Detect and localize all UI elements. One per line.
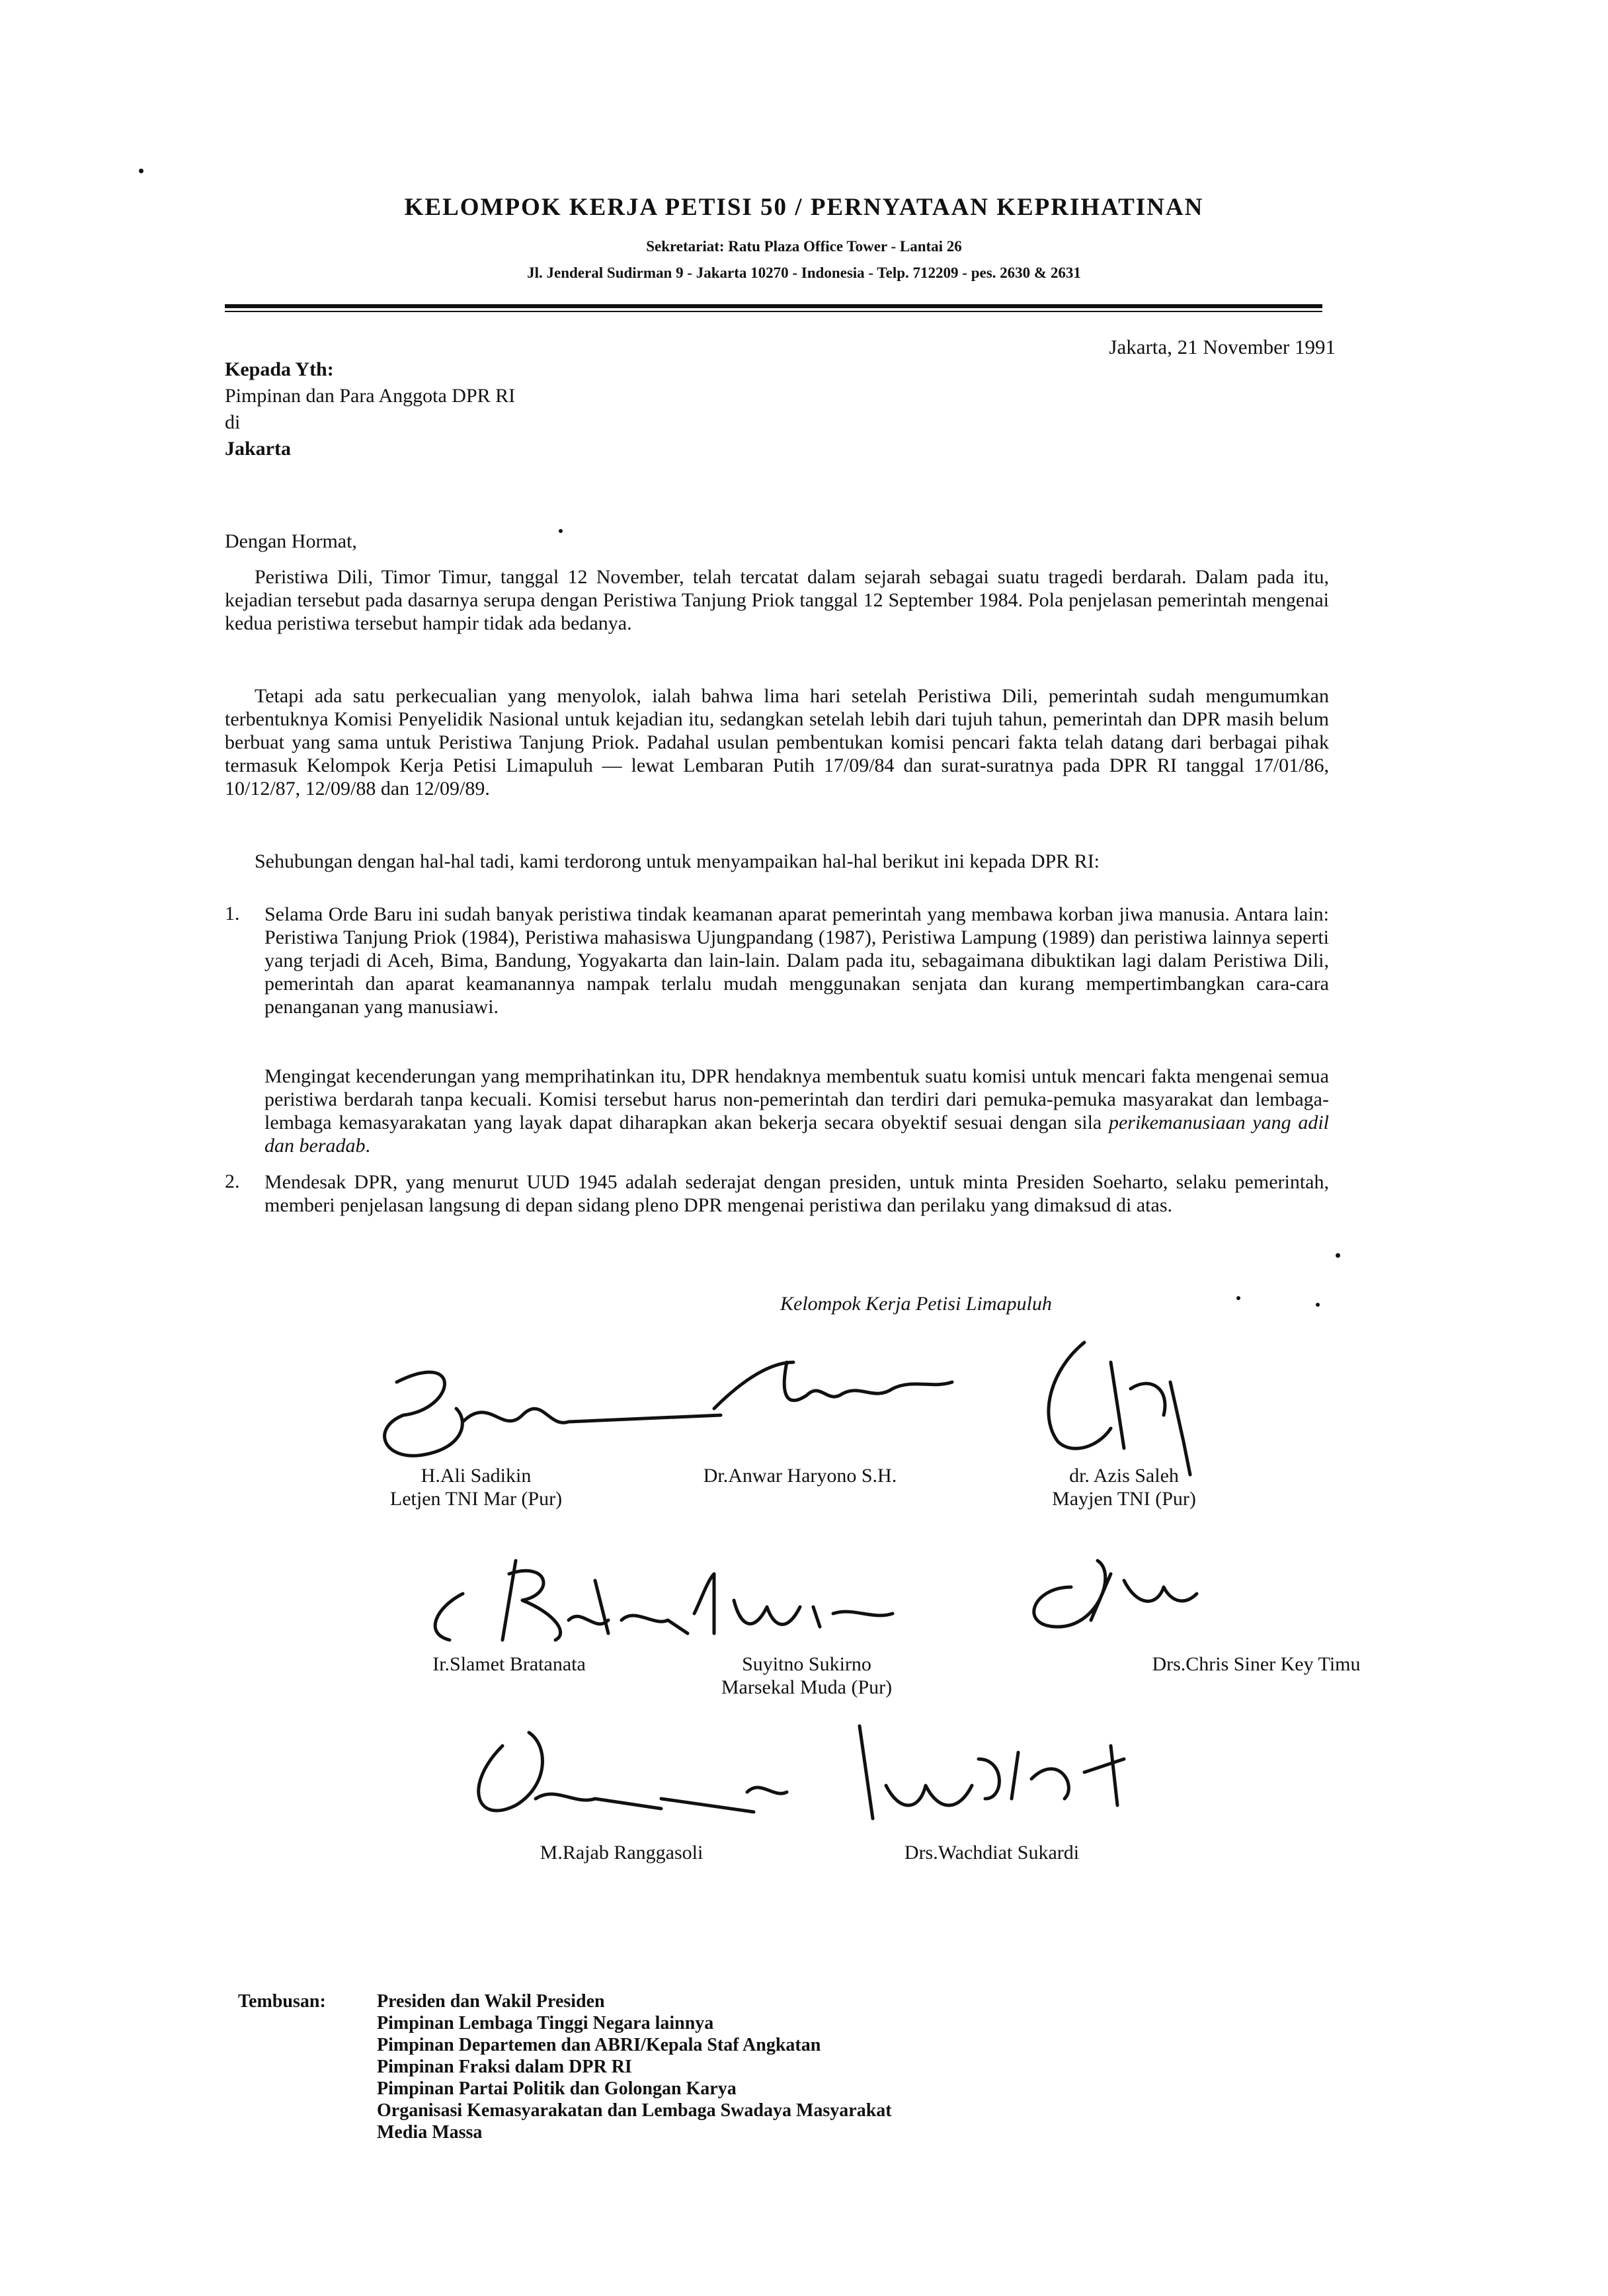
scan-speck — [559, 529, 563, 533]
point-1-continuation-italic: perikemanusiaan yang adil dan beradab — [264, 1112, 1329, 1157]
cc-item-4: Pimpinan Fraksi dalam DPR RI — [377, 2057, 632, 2077]
letterhead-title: KELOMPOK KERJA PETISI 50 / PERNYATAAN KEPRIHATINAN — [404, 194, 1204, 221]
signature-wachdiat-sukardi — [860, 1726, 1124, 1819]
signature-slamet-bratanata — [435, 1561, 688, 1640]
signature-ali-sadikin — [385, 1372, 721, 1456]
cc-label: Tembusan: — [238, 1991, 326, 2012]
cc-item-3: Pimpinan Departemen dan ABRI/Kepala Staf Angkatan — [377, 2035, 821, 2055]
cc-item-6: Organisasi Kemasyarakatan dan Lembaga Swadaya Masyarakat — [377, 2100, 892, 2121]
scan-speck — [1336, 1253, 1340, 1258]
paragraph-1: Peristiwa Dili, Timor Timur, tanggal 12 November, telah tercatat dalam sejarah sebagai suatu tragedi berdarah. Dalam pada itu, kejadian tersebut pada dasarnya serupa dengan Peristiwa Tanjung Priok tanggal 12 September 1984. Pola penjelasan pemerintah mengenai kedua peristiwa tersebut hampir tidak ada bedanya. — [225, 566, 1329, 634]
salutation: Dengan Hormat, — [225, 530, 357, 552]
letter-date: Jakarta, 21 November 1991 — [1109, 335, 1336, 358]
point-1-number: 1. — [225, 903, 240, 924]
closing-group-name: Kelompok Kerja Petisi Limapuluh — [780, 1293, 1052, 1315]
letterhead-secretariat: Sekretariat: Ratu Plaza Office Tower - Lantai 26 — [646, 238, 962, 255]
scan-speck — [139, 169, 143, 173]
signatory-1-name: H.Ali Sadikin — [421, 1465, 532, 1487]
signature-suyitno-sukirno — [694, 1574, 893, 1633]
signatory-4-name: Ir.Slamet Bratanata — [432, 1653, 586, 1675]
signature-azis-saleh — [1049, 1342, 1190, 1475]
recipient-di: di — [225, 411, 241, 433]
cc-item-7: Media Massa — [377, 2122, 483, 2143]
scan-speck — [1316, 1303, 1320, 1307]
cc-item-2: Pimpinan Lembaga Tinggi Negara lainnya — [377, 2013, 714, 2033]
cc-item-1: Presiden dan Wakil Presiden — [377, 1991, 605, 2012]
scan-speck — [1236, 1296, 1240, 1300]
paragraph-2: Tetapi ada satu perkecualian yang menyolok, ialah bahwa lima hari setelah Peristiwa Dili, pemerintah sudah mengumumkan terbentuknya Komisi Penyelidik Nasional untuk kejadian itu, sedangkan setelah lebih dari tujuh tahun, pemerintah dan DPR masih belum berbuat yang sama untuk Peristiwa Tanjung Priok. Padahal usulan pembentukan komisi pencari fakta telah datang dari berbagai pihak termasuk Kelompok Kerja Petisi Limapuluh — lewat Lembaran Putih 17/09/84 dan surat-suratnya pada DPR RI tanggal 17/01/86, 10/12/87, 12/09/88 dan 12/09/89. — [225, 685, 1329, 800]
signatory-6-name: Drs.Chris Siner Key Timu — [1152, 1653, 1361, 1675]
point-1-continuation-plain: Mengingat kecenderungan yang memprihatinkan itu, DPR hendaknya membentuk suatu komisi untuk mencari fakta mengenai semua peristiwa berdarah tanpa kecuali. Komisi tersebut harus non-pemerintah dan terdiri dari pemuka-pemuka masyarakat dan lembaga-lembaga kemasyarakatan yang layak dapat diharapkan akan bekerja secara obyektif sesuai dengan sila — [264, 1065, 1329, 1133]
signature-anwar-haryono — [714, 1362, 952, 1409]
recipient-greeting: Kepada Yth: — [225, 358, 334, 380]
signatory-8-name: Drs.Wachdiat Sukardi — [904, 1842, 1080, 1864]
point-1-continuation-end: . — [365, 1135, 370, 1157]
signatory-7-name: M.Rajab Ranggasoli — [540, 1842, 704, 1864]
signatory-2-name: Dr.Anwar Haryono S.H. — [703, 1465, 897, 1487]
point-2-text: Mendesak DPR, yang menurut UUD 1945 adalah sederajat dengan presiden, untuk minta Presiden Soeharto, selaku pemerintah, memberi penjelasan langsung di depan sidang pleno DPR mengenai peristiwa dan perilaku yang dimaksud di atas. — [264, 1171, 1329, 1216]
letterhead-address: Jl. Jenderal Sudirman 9 - Jakarta 10270 - Indonesia - Telp. 712209 - pes. 2630 & 2631 — [527, 265, 1081, 281]
signatory-5-title: Marsekal Muda (Pur) — [721, 1676, 893, 1698]
signatory-5-name: Suyitno Sukirno — [742, 1653, 871, 1675]
paragraph-3: Sehubungan dengan hal-hal tadi, kami terdorong untuk menyampaikan hal-hal berikut ini kepada DPR RI: — [255, 850, 1100, 872]
signatory-1-title: Letjen TNI Mar (Pur) — [389, 1488, 563, 1510]
recipient-city: Jakarta — [225, 438, 291, 460]
signatory-3-title: Mayjen TNI (Pur) — [1052, 1488, 1196, 1510]
point-2-number: 2. — [225, 1170, 240, 1192]
point-1-text: Selama Orde Baru ini sudah banyak peristiwa tindak keamanan aparat pemerintah yang membawa korban jiwa manusia. Antara lain: Peristiwa Tanjung Priok (1984), Peristiwa mahasiswa Ujungpandang (1987), Peristiwa Lampung (1989) dan peristiwa lainnya seperti yang terjadi di Aceh, Bima, Bandung, Yogyakarta dan lain-lain. Dalam pada itu, sebagaimana dibuktikan lagi dalam Peristiwa Dili, pemerintah dan aparat keamanannya nampak terlalu mudah menggunakan senjata dan kurang mempertimbangkan cara-cara penanganan yang manusiawi. — [264, 903, 1329, 1018]
signature-rajab-ranggasoli — [479, 1733, 787, 1812]
signature-chris-siner — [1034, 1561, 1197, 1627]
recipient-name: Pimpinan dan Para Anggota DPR RI — [225, 385, 516, 407]
cc-item-5: Pimpinan Partai Politik dan Golongan Karya — [377, 2078, 737, 2099]
signatory-3-name: dr. Azis Saleh — [1069, 1465, 1179, 1487]
